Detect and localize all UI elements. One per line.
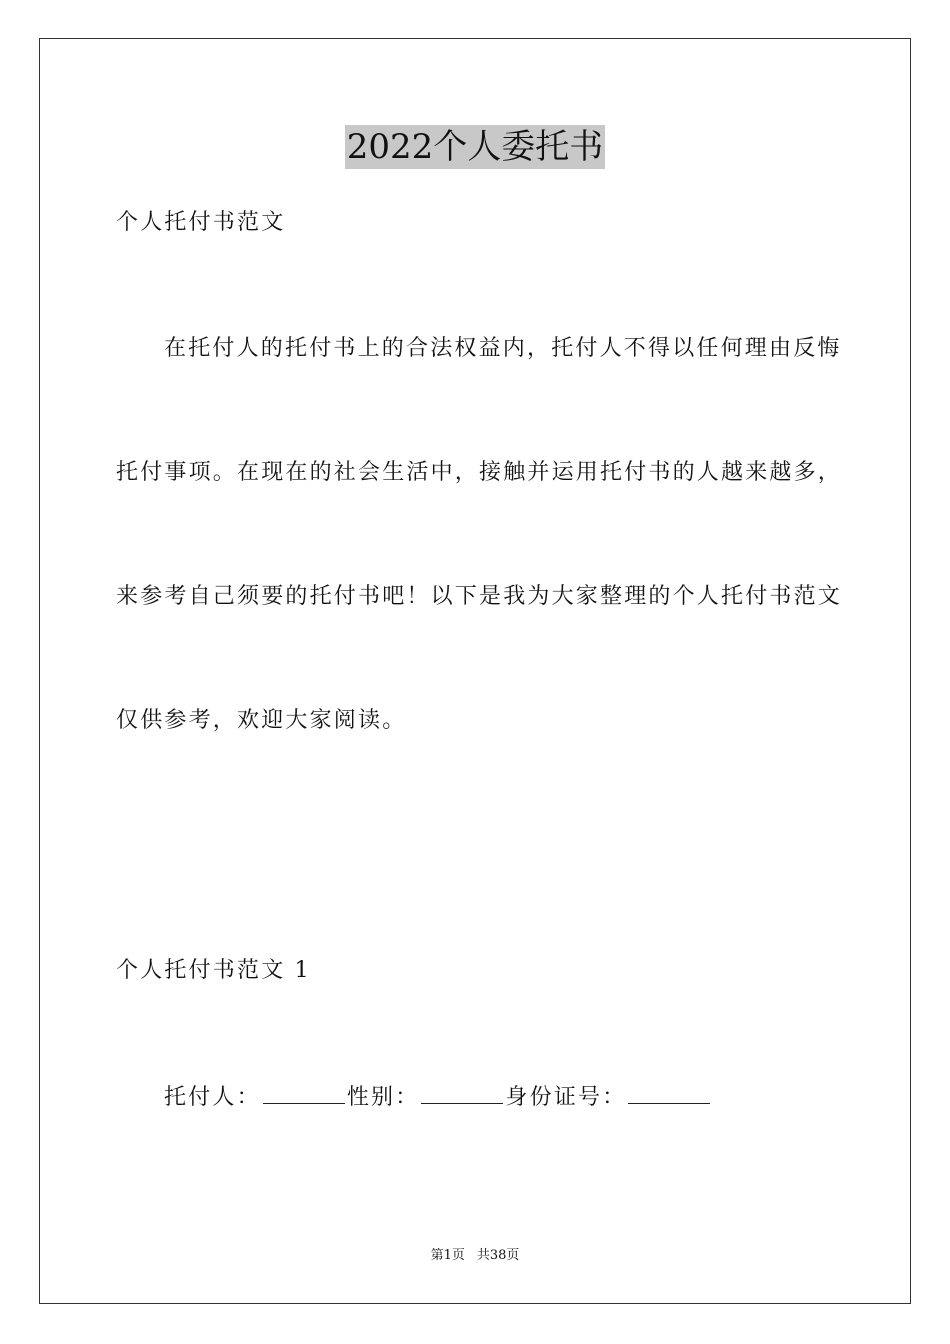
intro-line-3: 来参考自己须要的托付书吧！以下是我为大家整理的个人托付书范文 [116,584,843,609]
section-heading: 个人托付书范文 1 [116,958,311,983]
gender-blank [421,1081,503,1104]
id-blank [628,1081,710,1104]
id-label: 身份证号： [505,1085,627,1110]
subtitle: 个人托付书范文 [116,210,286,235]
intro-line-2: 托付事项。在现在的社会生活中，接触并运用托付书的人越来越多， [116,460,843,485]
intro-line-4: 仅供参考，欢迎大家阅读。 [116,708,407,733]
gender-label: 性别： [346,1085,420,1110]
form-fields-row [164,1081,712,1113]
page-total: 共38页 [476,1248,520,1263]
principal-blank [263,1081,345,1104]
principal-label: 托付人： [164,1085,261,1110]
page-footer [0,1247,950,1265]
document-title: 2022个人委托书 [346,127,604,167]
intro-line-1: 在托付人的托付书上的合法权益内，托付人不得以任何理由反悔 [164,336,842,361]
title-container [0,125,950,169]
page-current: 第1页 [430,1248,465,1263]
